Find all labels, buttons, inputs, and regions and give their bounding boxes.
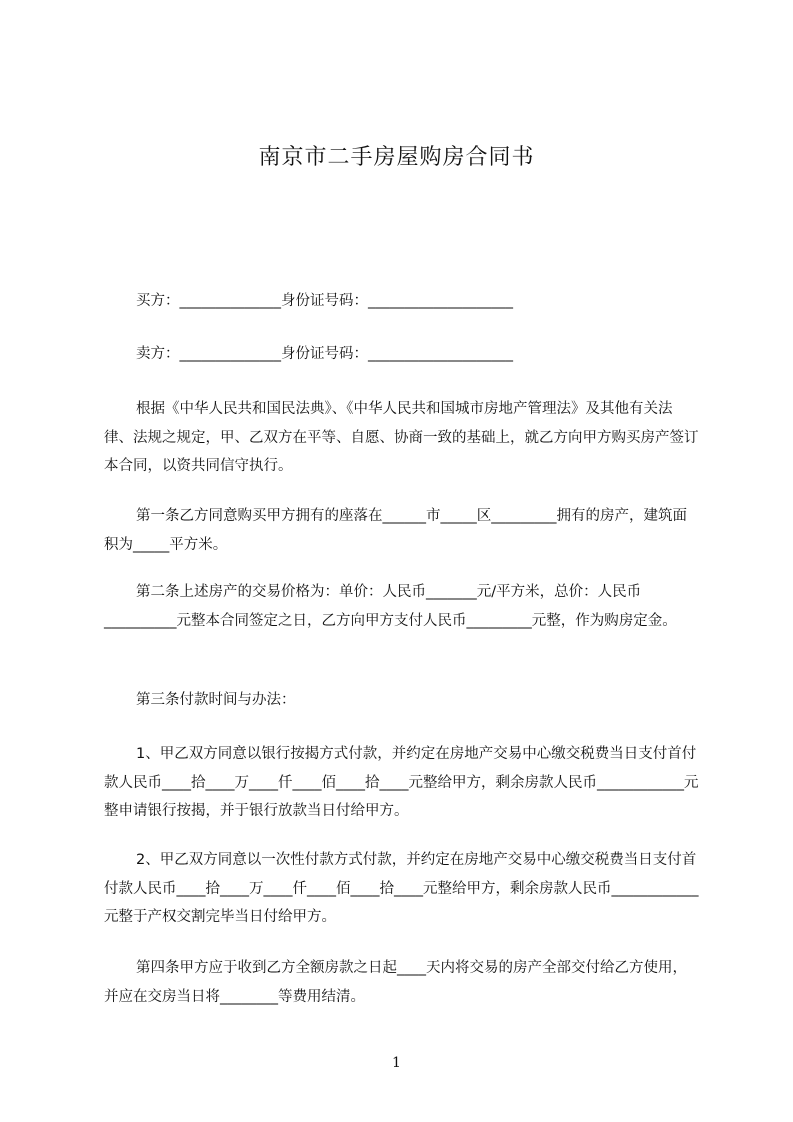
page-number: 1 — [392, 1055, 401, 1071]
article-3-heading: 第三条付款时间与办法： — [136, 692, 296, 708]
document-title: 南京市二手房屋购房合同书 — [258, 145, 535, 170]
preamble-paragraph: 根据《中华人民共和国民法典》、《中华人民共和国城市房地产管理法》及其他有关法律、法规之规定，甲、乙双方在平等、自愿、协商一致的基础上，就乙方向甲方购买房产签订本合同，以资共同信守执行。 — [104, 401, 699, 474]
article-3-item-1: 1、甲乙双方同意以银行按揭方式付款，并约定在房地产交易中心缴交税费当日支付首付款人民币____拾____万____仟____佰____拾____元整给甲方，剩余房款人民币____________元整申请银行按揭，并于银行放款当日付给甲方。 — [104, 746, 699, 819]
article-3-item-2: 2、甲乙双方同意以一次性付款方式付款，并约定在房地产交易中心缴交税费当日支付首付款人民币____拾____万____仟____佰____拾____元整给甲方，剩余房款人民币____________元整于产权交割完毕当日付给甲方。 — [104, 852, 699, 925]
article-4-paragraph: 第四条甲方应于收到乙方全额房款之日起____天内将交易的房产全部交付给乙方使用，并应在交房当日将________等费用结清。 — [104, 960, 687, 1005]
seller-line: 卖方：______________身份证号码：____________________ — [136, 346, 513, 362]
article-1-paragraph: 第一条乙方同意购买甲方拥有的座落在______市_____区_________拥有的房产，建筑面积为_____平方米。 — [104, 508, 687, 553]
buyer-line: 买方：______________身份证号码：____________________ — [136, 293, 513, 309]
article-2-paragraph: 第二条上述房产的交易价格为：单价：人民币_______元/平方米，总价：人民币__________元整本合同签定之日，乙方向甲方支付人民币_________元整，作为购房定金。 — [104, 584, 677, 629]
